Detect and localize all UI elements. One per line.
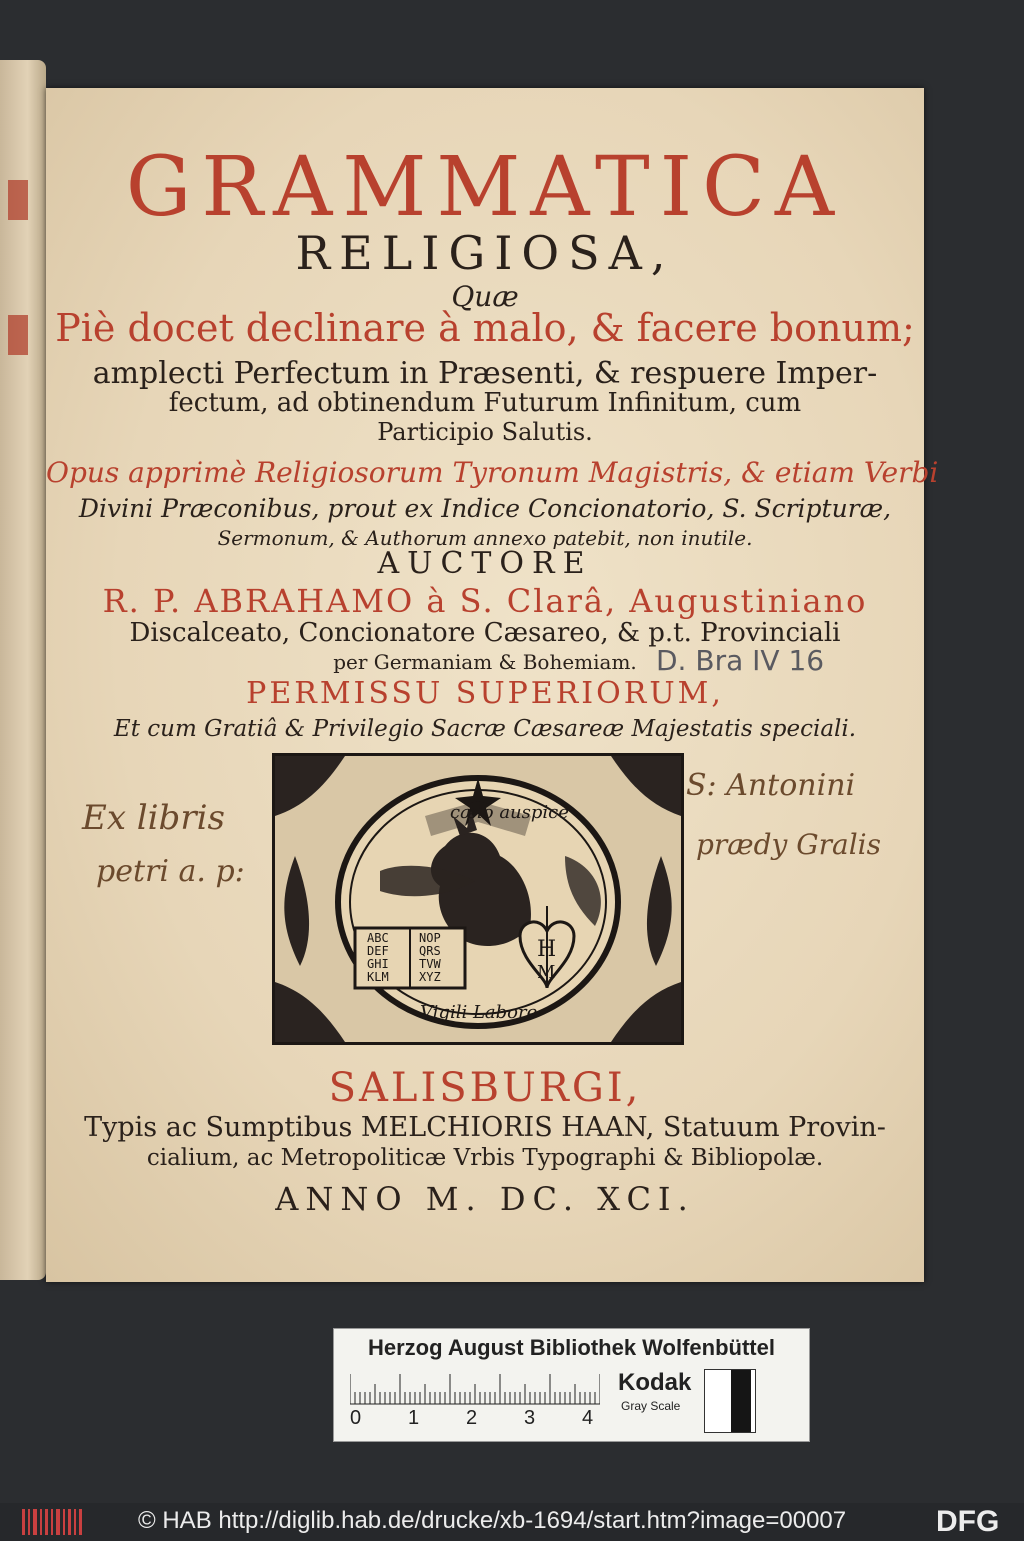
book-right-row-4: XYZ <box>419 970 441 984</box>
gray-patch <box>704 1369 756 1433</box>
author-line-2: Discalceato, Concionatore Cæsareo, & p.t. Provinciali <box>129 618 841 648</box>
imprint-line-1: Typis ac Sumptibus MELCHIORIS HAAN, Statuum Provin- <box>84 1112 886 1143</box>
scale-number-3: 3 <box>524 1407 536 1429</box>
copyright-link[interactable]: © HAB http://diglib.hab.de/drucke/xb-1694/start.htm?image=00007 <box>138 1507 847 1534</box>
scale-number-2: 2 <box>466 1407 478 1429</box>
scale-number-4: 4 <box>582 1407 594 1429</box>
imprint-line-2: cialium, ac Metropoliticæ Vrbis Typographi & Bibliopolæ. <box>146 1145 824 1171</box>
book-left-row-3: GHI <box>367 957 389 971</box>
title-page <box>46 88 939 1282</box>
scale-number-1: 1 <box>408 1407 420 1429</box>
author-line-1: R. P. ABRAHAMO à S. Clarâ, Augustiniano <box>102 582 868 620</box>
book-subtitle: RELIGIOSA, <box>295 226 675 280</box>
woodcut-motto-bottom: Vigili Labore <box>420 1002 538 1023</box>
description-line-4: Participio Salutis. <box>377 418 593 446</box>
gray-scale-caption: Gray Scale <box>621 1399 681 1413</box>
printer-woodcut <box>272 753 684 1045</box>
woodcut-motto-top: cælo auspice <box>450 802 569 823</box>
facing-page-edge <box>0 60 46 1280</box>
footer-bar <box>0 1503 1024 1541</box>
book-left-row-1: ABC <box>367 931 389 945</box>
ex-libris-line-1: Ex libris <box>82 798 225 838</box>
ex-libris-line-2: petri a. p: <box>96 854 245 889</box>
imprint-place: SALISBURGI, <box>328 1065 642 1111</box>
quae-line: Quæ <box>451 280 519 313</box>
color-calibration-label <box>333 1328 810 1442</box>
privilege-line: Et cum Gratiâ & Privilegio Sacræ Cæsareæ Majestatis speciali. <box>113 716 857 742</box>
library-name: Herzog August Bibliothek Wolfenbüttel <box>368 1335 775 1360</box>
book-right-row-3: TVW <box>419 957 441 971</box>
italic-line-3: Sermonum, & Authorum annexo patebit, non inutile. <box>217 526 753 550</box>
scale-numbers <box>350 1407 610 1433</box>
svg-text:H: H <box>537 937 557 962</box>
dfg-logo: DFG <box>936 1505 1000 1538</box>
book-left-row-2: DEF <box>367 944 389 958</box>
permission-line: PERMISSU SUPERIORUM, <box>246 676 724 711</box>
scale-number-0: 0 <box>350 1407 362 1429</box>
barcode-icon <box>22 1509 82 1535</box>
antonini-note-1: S: Antonini <box>686 768 856 803</box>
italic-line-1: Opus apprimè Religiosorum Tyronum Magistris, & etiam Verbi <box>46 456 939 489</box>
book-right-row-1: NOP <box>419 931 441 945</box>
shelfmark: D. Bra IV 16 <box>656 644 825 677</box>
author-line-3: per Germaniam & Bohemiam. <box>333 650 637 674</box>
description-line-2: amplecti Perfectum in Præsenti, & respuere Imper- <box>92 356 878 391</box>
description-line-3: fectum, ad obtinendum Futurum Infinitum, cum <box>168 388 802 418</box>
book-right-row-2: QRS <box>419 944 441 958</box>
book-title: GRAMMATICA <box>125 140 845 235</box>
imprint-year: ANNO M. DC. XCI. <box>275 1180 695 1218</box>
auctore-heading: AUCTORE <box>377 546 593 581</box>
woodcut-illustration <box>275 756 681 1042</box>
antonini-note-2: prædy Gralis <box>696 828 881 861</box>
scale-ruler <box>350 1371 600 1405</box>
kodak-logo: Kodak <box>618 1369 692 1396</box>
book-left-row-4: KLM <box>367 970 389 984</box>
description-line-1: Piè docet declinare à malo, & facere bonum; <box>55 306 915 350</box>
svg-text:M: M <box>537 962 556 983</box>
italic-line-2: Divini Præconibus, prout ex Indice Concionatorio, S. Scripturæ, <box>78 494 892 523</box>
